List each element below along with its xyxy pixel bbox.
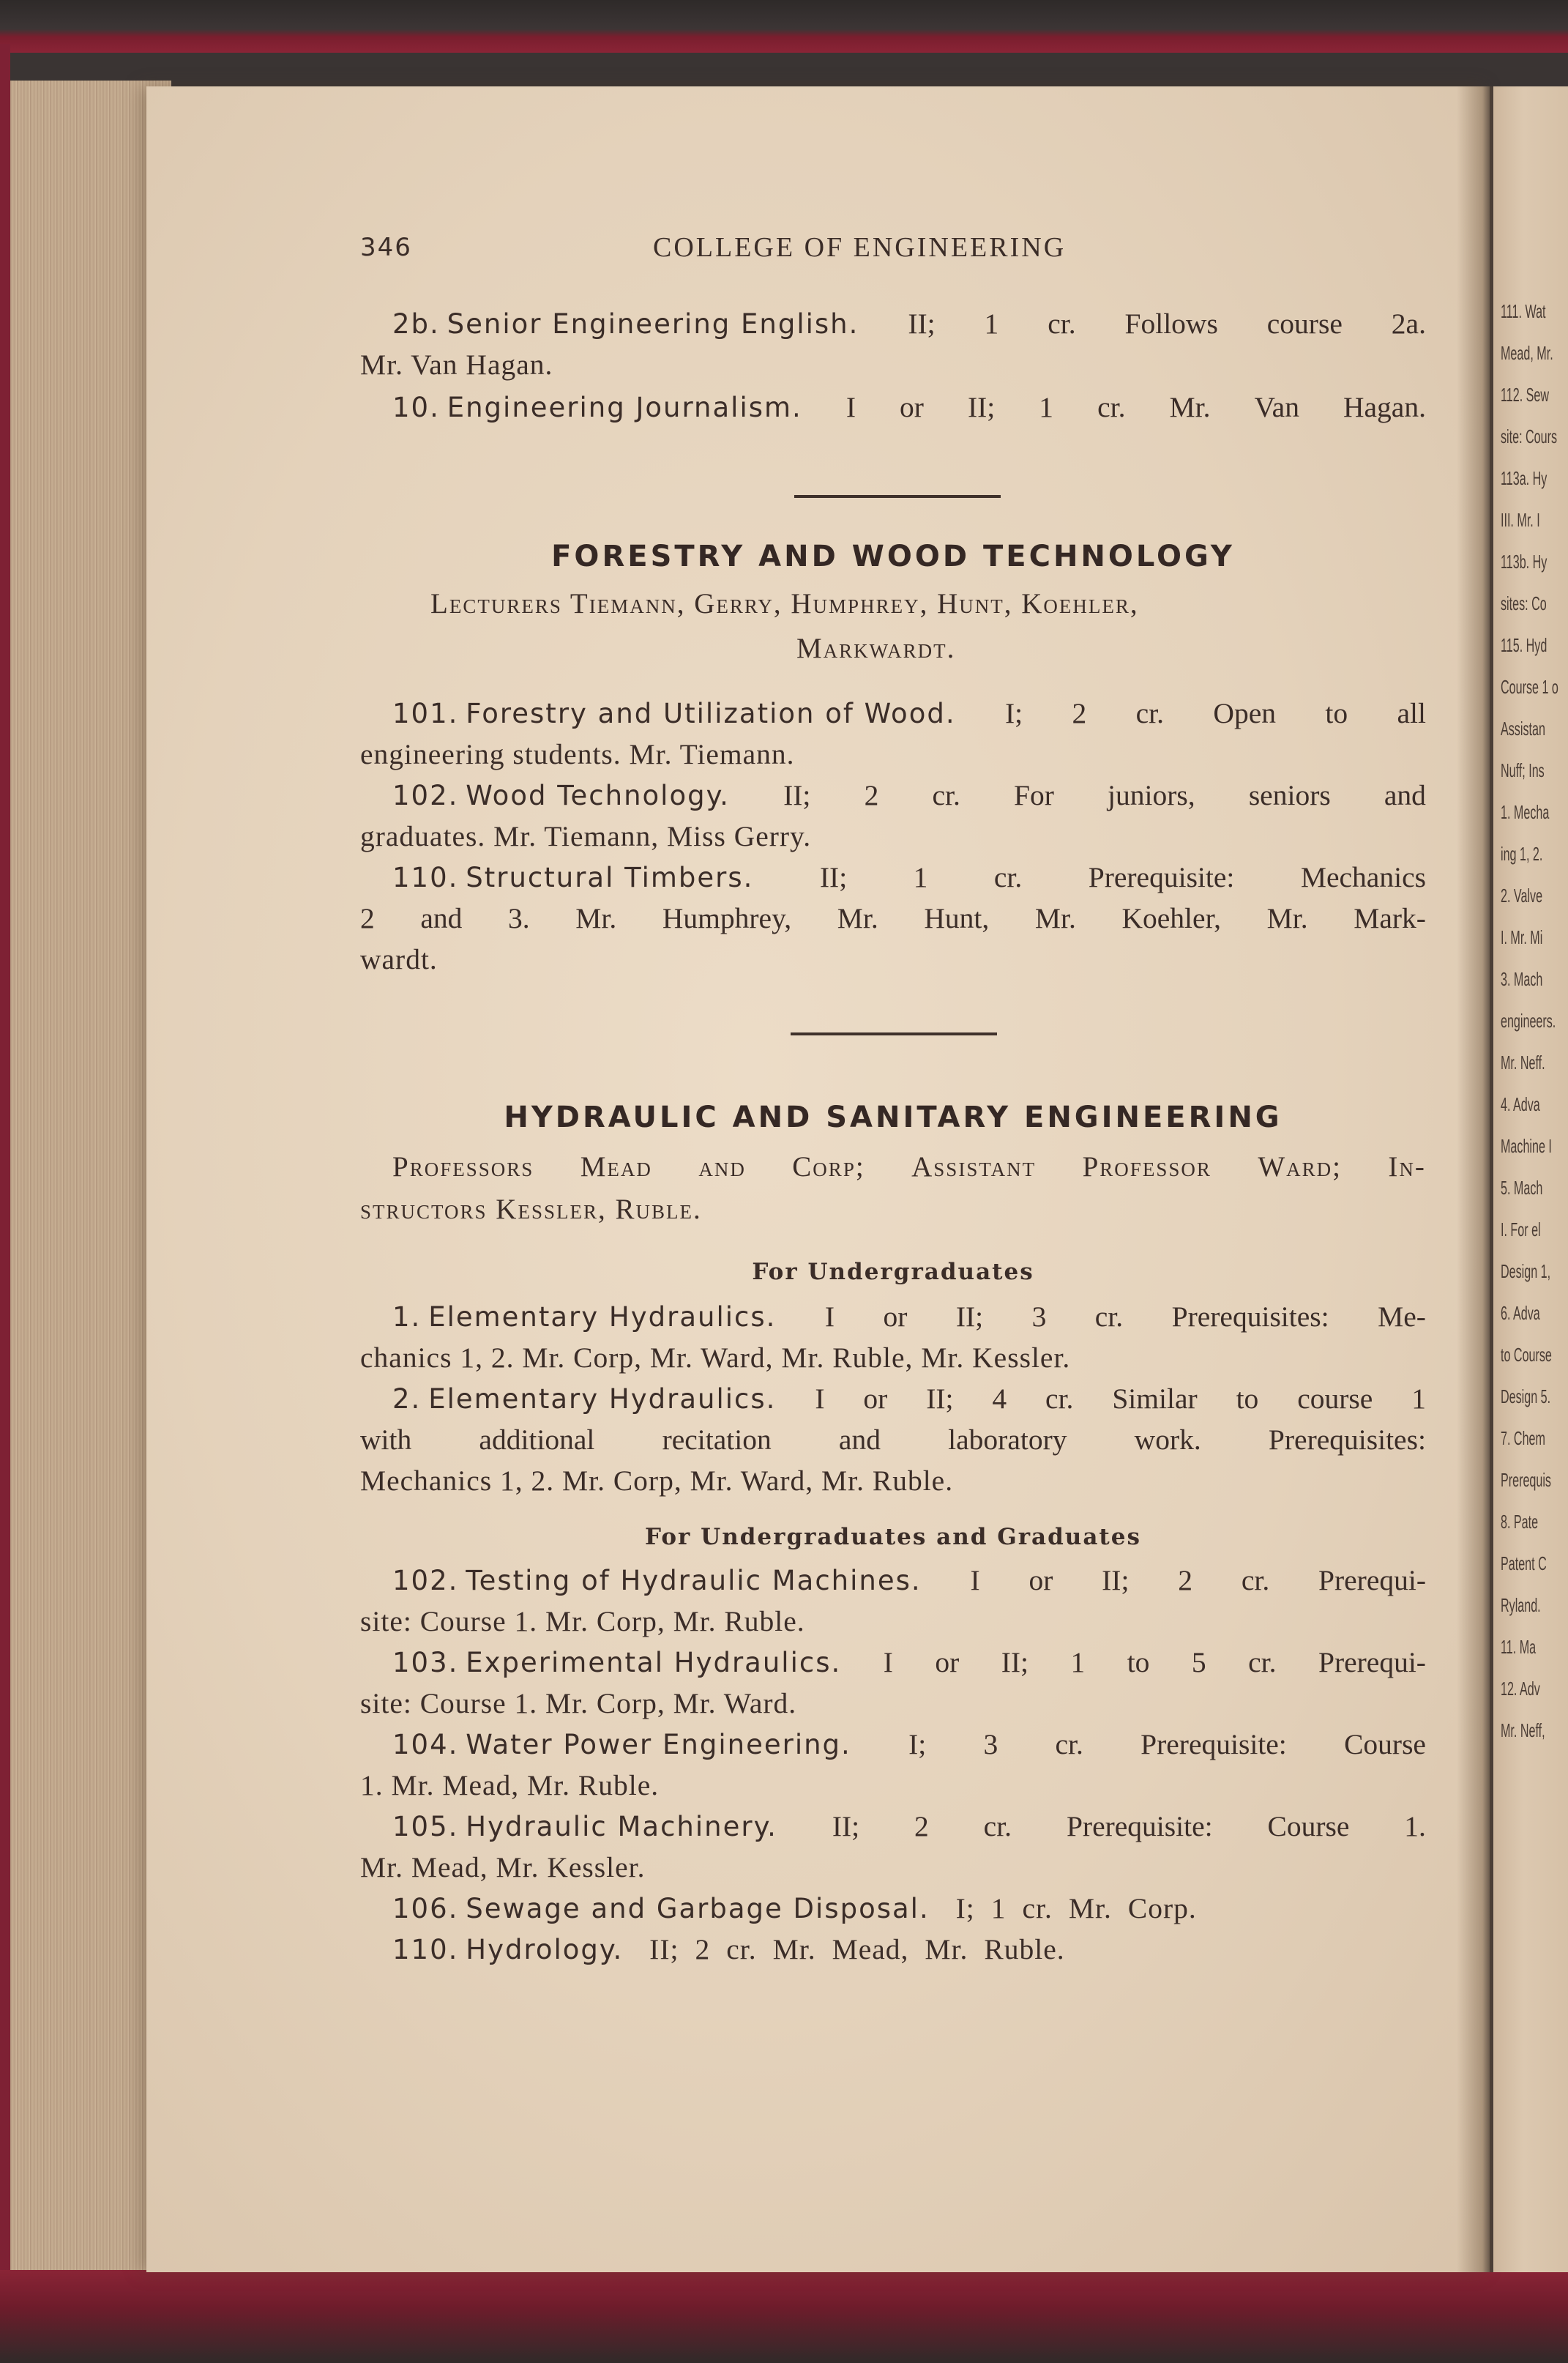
word: II; [1001, 1646, 1029, 1678]
word: Similar [1112, 1383, 1198, 1415]
word: work. [1134, 1424, 1201, 1456]
word: I [824, 1300, 835, 1333]
word: II; [832, 1810, 860, 1842]
word: cr. [1045, 1383, 1074, 1415]
running-head-title: COLLEGE OF ENGINEERING [653, 232, 1067, 263]
facing-page-fragment: 113a. Hy [1501, 467, 1548, 489]
facing-page-fragment: sites: Co [1501, 592, 1547, 614]
word: I [845, 391, 856, 423]
word: Mr. [1266, 902, 1308, 934]
word: Course [1344, 1728, 1426, 1760]
course-line: Mechanics 1, 2. Mr. Corp, Mr. Ward, Mr. Ruble. [360, 1465, 954, 1497]
course-line [360, 898, 1426, 939]
word: Mr. [1169, 391, 1211, 423]
word: Mead, [832, 1933, 909, 1965]
word: Professor [1082, 1151, 1212, 1183]
word: For [1014, 779, 1054, 811]
facing-page-fragment: Ryland. [1501, 1594, 1541, 1616]
word: II; [926, 1383, 954, 1415]
word: 2 [1178, 1564, 1193, 1596]
course-line: wardt. [360, 943, 438, 975]
word: course [1266, 308, 1343, 340]
word: II; [967, 391, 996, 423]
facing-page-fragment: Mr. Neff. [1501, 1052, 1545, 1073]
word: or [900, 391, 924, 423]
course-line [392, 693, 1426, 734]
word: 1 [1070, 1646, 1086, 1678]
facing-page-fragment: Nuff; Ins [1501, 759, 1545, 781]
word: Open [1213, 697, 1276, 729]
word: Mr. [1068, 1892, 1112, 1924]
word: II; [783, 779, 811, 811]
word: Prerequi- [1318, 1646, 1426, 1678]
course-line [392, 1806, 1426, 1847]
course-line: 110. Hydrology. II; 2 cr. Mr. Mead, Mr. Ruble. [392, 1933, 1065, 1965]
word: or [935, 1646, 960, 1678]
facing-page-fragment: 6. Adva [1501, 1302, 1540, 1324]
word: cr. [1097, 391, 1126, 423]
word: 1 [1039, 391, 1054, 423]
facing-page-fragment: Machine I [1501, 1135, 1552, 1157]
section-divider [794, 495, 1001, 498]
facing-page-fragment: III. Mr. I [1501, 509, 1540, 531]
course-line [392, 775, 1426, 816]
facing-page-fragment: 11. Ma [1501, 1636, 1537, 1658]
facing-page-fragment: I. For el [1501, 1218, 1541, 1240]
word: cr. [1241, 1564, 1270, 1596]
word: I; [1004, 697, 1023, 729]
course-heading: 110. Structural Timbers. [392, 862, 754, 893]
word: to [1236, 1383, 1259, 1415]
forestry-staff: Markwardt. [796, 633, 956, 664]
word: Humphrey, [662, 902, 792, 934]
facing-page-fragment: 4. Adva [1501, 1093, 1540, 1115]
word: Mechanics [1300, 861, 1426, 893]
course-line [392, 1296, 1426, 1337]
course-line [360, 1419, 1426, 1460]
facing-page-fragment: Design 1, [1501, 1260, 1551, 1282]
course-heading: 104. Water Power Engineering. [392, 1729, 851, 1760]
word: II; [649, 1933, 679, 1965]
word: Course [1267, 1810, 1350, 1842]
word: Mr. [575, 902, 617, 934]
word: Hagan. [1343, 391, 1426, 423]
word: II; [908, 308, 936, 340]
facing-page-fragment: 111. Wat [1501, 300, 1546, 322]
word: and [838, 1424, 881, 1456]
word: Hunt, [924, 902, 990, 934]
word: 3 [1031, 1300, 1047, 1333]
facing-page-fragment: 7. Chem [1501, 1427, 1545, 1449]
word: Prerequisite: [1088, 861, 1235, 893]
facing-page-fragment: engineers. [1501, 1010, 1556, 1032]
facing-page-fragment: Design 5. [1501, 1385, 1551, 1407]
course-heading: 2b. Senior Engineering English. [392, 308, 859, 340]
word: seniors [1248, 779, 1331, 811]
course-heading: 102. Wood Technology. [392, 780, 730, 811]
word: Mr. [772, 1933, 816, 1965]
subheading-undergraduates: For Undergraduates [752, 1259, 1034, 1285]
facing-page-fragment: 112. Sew [1501, 384, 1550, 406]
course-line: Mr. Van Hagan. [360, 349, 553, 381]
word: to [1325, 697, 1348, 729]
course-line [392, 1560, 1426, 1601]
word: cr. [932, 779, 960, 811]
word: cr. [993, 861, 1023, 893]
word: 3 [983, 1728, 998, 1760]
course-line [392, 1378, 1426, 1419]
word: Prerequi- [1318, 1564, 1426, 1596]
facing-page-fragment: 8. Pate [1501, 1511, 1539, 1533]
word: Prerequisites: [1268, 1424, 1426, 1456]
course-line [392, 303, 1426, 344]
word: I [815, 1383, 825, 1415]
word: Prerequisites: [1171, 1300, 1329, 1333]
word: Mead [580, 1151, 652, 1183]
word: cr. [983, 1810, 1012, 1842]
facing-page-fragment: Course 1 o [1501, 676, 1558, 698]
word: Prerequisite: [1140, 1728, 1287, 1760]
course-heading: 105. Hydraulic Machinery. [392, 1811, 777, 1842]
word: I [970, 1564, 980, 1596]
section-title-hydraulic: HYDRAULIC AND SANITARY ENGINEERING [504, 1101, 1283, 1134]
course-line [392, 1642, 1426, 1683]
section-title-forestry: FORESTRY AND WOOD TECHNOLOGY [551, 540, 1235, 573]
course-line: site: Course 1. Mr. Corp, Mr. Ruble. [360, 1605, 805, 1637]
facing-page-fragment: 115. Hyd [1501, 634, 1548, 656]
word: 2 [695, 1933, 711, 1965]
word: course [1297, 1383, 1373, 1415]
facing-page-fragment: 1. Mecha [1501, 801, 1550, 823]
word: Me- [1378, 1300, 1426, 1333]
word: or [883, 1300, 908, 1333]
word: and [698, 1151, 746, 1183]
word: 1. [1404, 1810, 1426, 1842]
course-heading: 2. Elementary Hydraulics. [392, 1383, 777, 1415]
word: II; [819, 861, 848, 893]
facing-page-fragment: to Course [1501, 1344, 1552, 1366]
word: Ward; [1258, 1151, 1342, 1183]
word: In- [1388, 1151, 1426, 1183]
course-line: engineering students. Mr. Tiemann. [360, 738, 795, 770]
course-line: chanics 1, 2. Mr. Corp, Mr. Ward, Mr. Ruble, Mr. Kessler. [360, 1341, 1071, 1374]
course-line: site: Course 1. Mr. Corp, Mr. Ward. [360, 1687, 797, 1719]
word: 2a. [1391, 308, 1426, 340]
course-heading: 10. Engineering Journalism. [392, 392, 802, 423]
facing-page-fragment: Patent C [1501, 1552, 1547, 1574]
word: cr. [1022, 1892, 1053, 1924]
word: with [360, 1424, 412, 1456]
word: Follows [1124, 308, 1218, 340]
word: 1 [984, 308, 999, 340]
word: 3. [508, 902, 530, 934]
word: I [883, 1646, 893, 1678]
forestry-staff: Lecturers Tiemann, Gerry, Humphrey, Hunt, Koehler, [430, 588, 1139, 619]
facing-page-fragment: 3. Mach [1501, 968, 1543, 990]
word: 5 [1191, 1646, 1206, 1678]
word: II; [1102, 1564, 1130, 1596]
word: 1 [1411, 1383, 1426, 1415]
word: I; [908, 1728, 927, 1760]
word: Koehler, [1121, 902, 1222, 934]
facing-page-fragment: 5. Mach [1501, 1177, 1543, 1199]
word: Prerequisite: [1066, 1810, 1213, 1842]
course-heading: 101. Forestry and Utilization of Wood. [392, 698, 956, 729]
word: cr. [1248, 1646, 1277, 1678]
course-line: Mr. Mead, Mr. Kessler. [360, 1851, 646, 1883]
running-head [360, 226, 1426, 269]
facing-page-fragment: ing 1, 2. [1501, 843, 1543, 865]
course-heading: 103. Experimental Hydraulics. [392, 1647, 842, 1678]
word: juniors, [1108, 779, 1195, 811]
page-number: 346 [360, 233, 412, 262]
word: I; [955, 1892, 975, 1924]
facing-page-fragment: I. Mr. Mi [1501, 926, 1543, 948]
word: Mr. [1034, 902, 1076, 934]
word: or [1028, 1564, 1053, 1596]
word: 4 [992, 1383, 1007, 1415]
facing-page-fragment: 113b. Hy [1501, 551, 1548, 573]
facing-page-fragment: Assistan [1501, 718, 1545, 740]
word: Mr. [925, 1933, 968, 1965]
word: or [863, 1383, 888, 1415]
facing-page-fragment: Mead, Mr. [1501, 342, 1553, 364]
facing-page-fragment: 2. Valve [1501, 885, 1543, 907]
word: 2 [864, 779, 879, 811]
hydraulic-staff: structors Kessler, Ruble. [360, 1194, 702, 1225]
course-line [392, 387, 1426, 428]
word: Mark- [1354, 902, 1426, 934]
word: 2 [1072, 697, 1087, 729]
course-line [392, 1724, 1426, 1765]
word: Professors [392, 1151, 534, 1183]
section-divider [791, 1032, 997, 1035]
word: additional [479, 1424, 595, 1456]
word: cr. [1048, 308, 1076, 340]
course-heading: 1. Elementary Hydraulics. [392, 1301, 777, 1333]
word: and [1384, 779, 1426, 811]
facing-page-fragment: site: Cours [1501, 425, 1558, 447]
word: II; [955, 1300, 984, 1333]
word: Ruble. [984, 1933, 1065, 1965]
course-heading: 102. Testing of Hydraulic Machines. [392, 1565, 922, 1596]
word: Assistant [911, 1151, 1037, 1183]
word: 1 [913, 861, 928, 893]
word: 1 [990, 1892, 1007, 1924]
word: Corp. [1127, 1892, 1197, 1924]
course-line: 106. Sewage and Garbage Disposal. I; 1 cr. Mr. Corp. [392, 1892, 1197, 1924]
course-line: 1. Mr. Mead, Mr. Ruble. [360, 1769, 660, 1801]
word: cr. [726, 1933, 757, 1965]
word: 2 [914, 1810, 929, 1842]
word: 2 [360, 902, 375, 934]
word: to [1127, 1646, 1150, 1678]
facing-page-fragment: Prerequis [1501, 1469, 1551, 1491]
hydraulic-staff [392, 1147, 1426, 1188]
word: cr. [1055, 1728, 1083, 1760]
word: and [420, 902, 463, 934]
facing-page-fragment: 12. Adv [1501, 1678, 1540, 1700]
word: laboratory [948, 1424, 1067, 1456]
course-line: graduates. Mr. Tiemann, Miss Gerry. [360, 820, 812, 852]
course-line [392, 857, 1426, 898]
word: all [1397, 697, 1426, 729]
word: cr. [1094, 1300, 1124, 1333]
word: recitation [662, 1424, 772, 1456]
word: cr. [1135, 697, 1165, 729]
word: Van [1254, 391, 1299, 423]
facing-page-fragment: Mr. Neff, [1501, 1719, 1545, 1741]
subheading-grad: For Undergraduates and Graduates [645, 1524, 1141, 1550]
word: Mr. [837, 902, 878, 934]
word: Corp; [792, 1151, 865, 1183]
